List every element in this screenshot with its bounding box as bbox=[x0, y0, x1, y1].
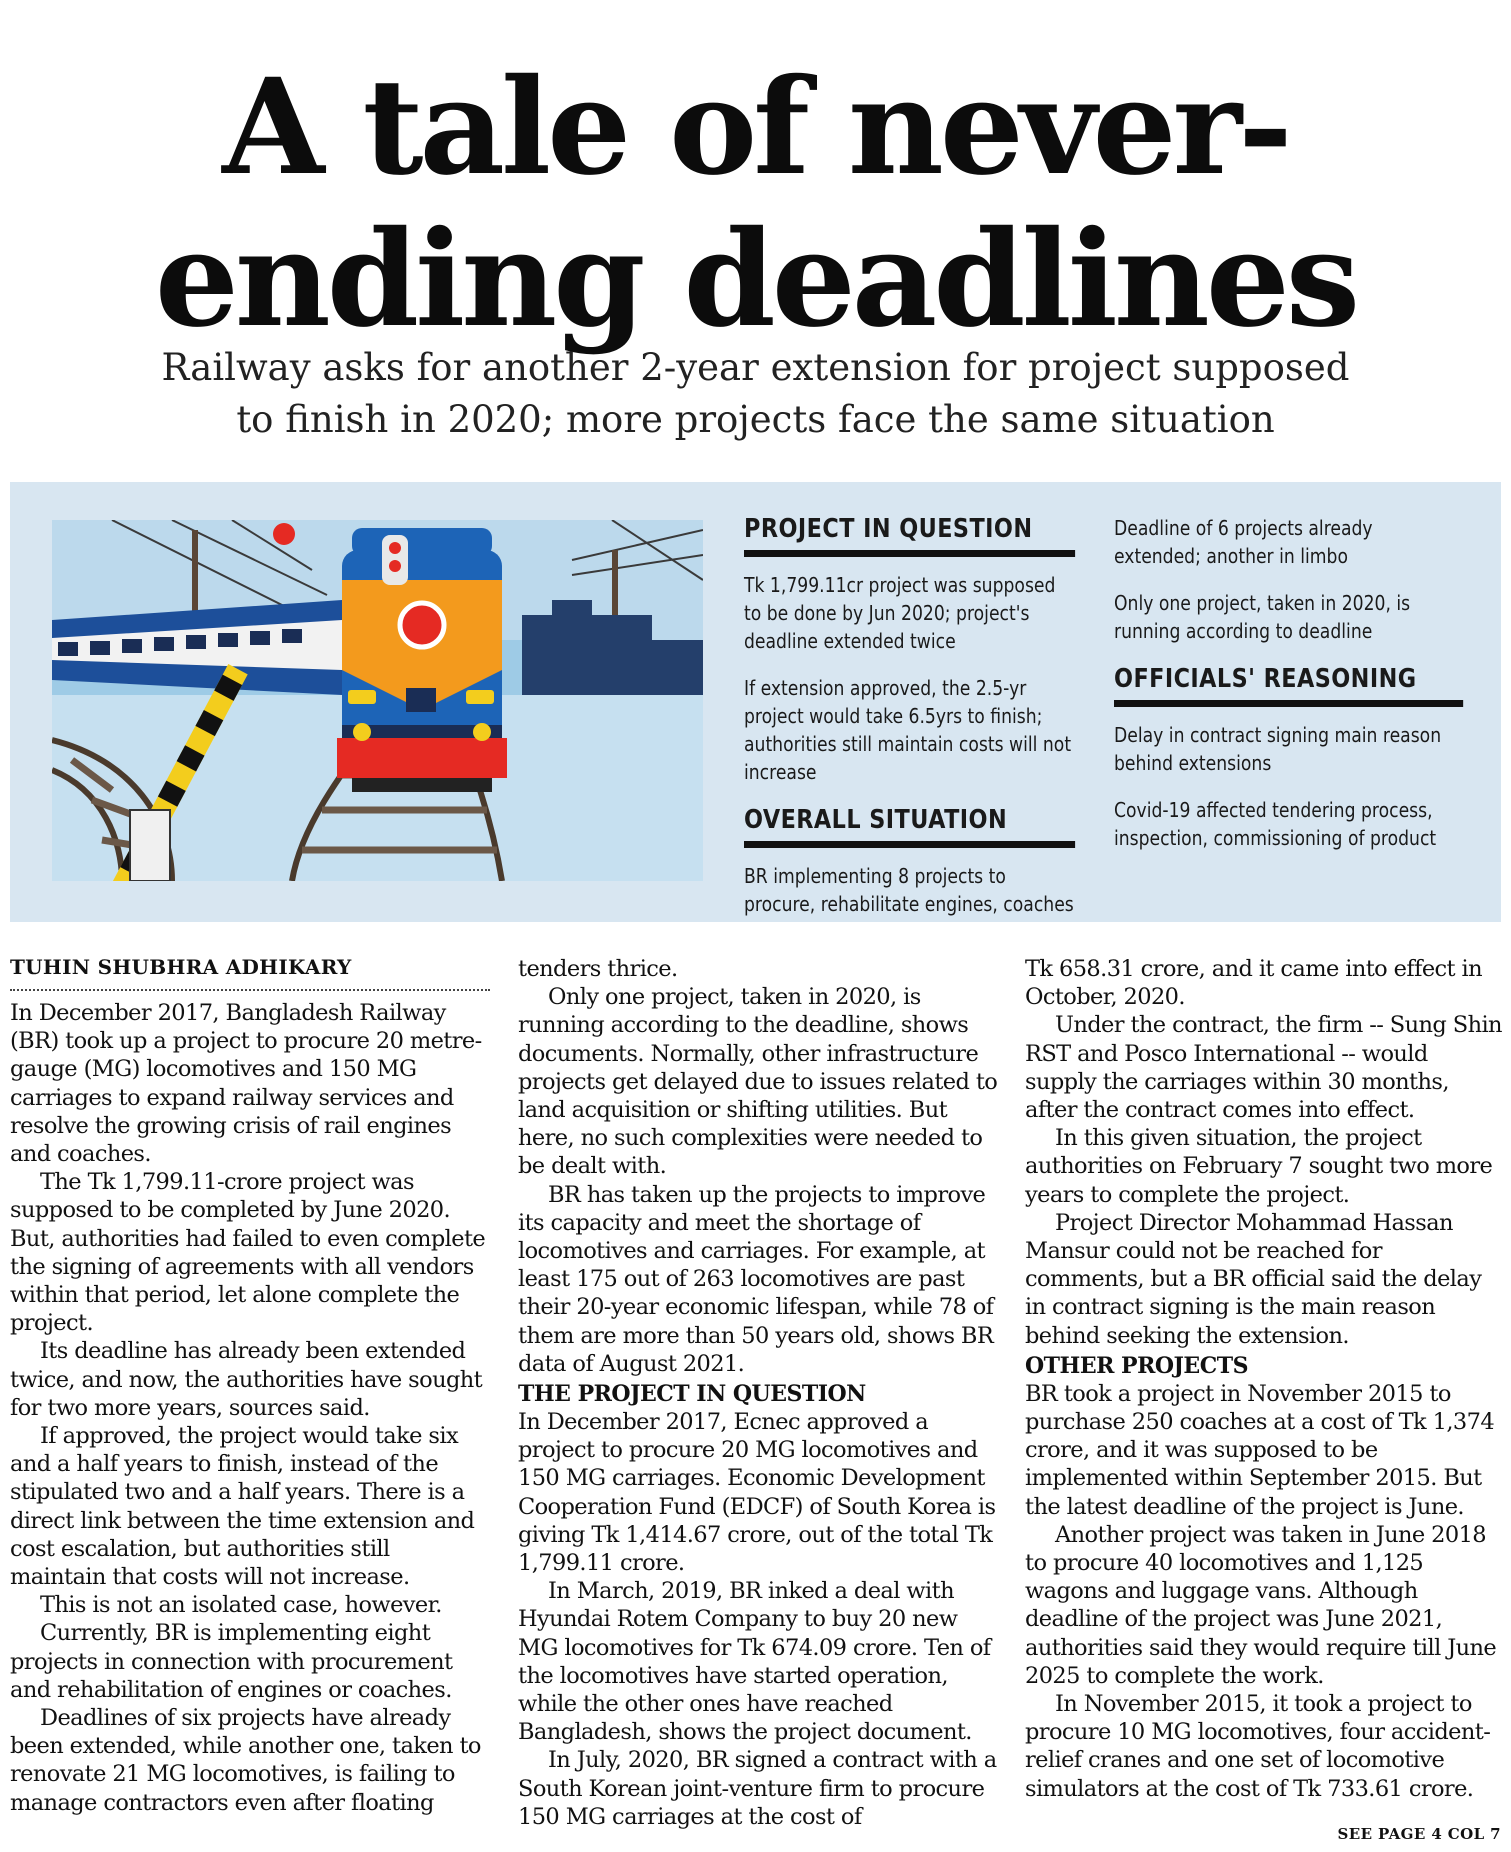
paragraph: In December 2017, Ecnec approved a project to procure 20 MG locomotives and 150 MG carriages. Economic Development Cooperation Fund (EDCF) of South Korea is giving Tk 1,414.67 crore, out of the total Tk 1,799.11 crore. bbox=[518, 1409, 996, 1577]
section-subhead: OTHER PROJECTS bbox=[1025, 1352, 1248, 1379]
paragraph: BR has taken up the projects to improve its capacity and meet the shortage of locomotives and carriages. For example, at least 175 out of 263 locomotives are past their 20-year economic lifespan, while 78 of them are more than 50 years old, shows BR data of August 2021. bbox=[518, 1181, 994, 1377]
deck-line-2: to finish in 2020; more projects face the same situation bbox=[236, 398, 1275, 441]
train-illustration-svg bbox=[52, 520, 703, 881]
paragraph: Currently, BR is implementing eight projects in connection with procurement and rehabilitation of engines or coaches. bbox=[10, 1620, 453, 1703]
overall-item: BR implementing 8 projects to procure, rehabilitate engines, coaches bbox=[744, 864, 1074, 916]
byline: TUHIN SHUBHRA ADHIKARY bbox=[10, 955, 490, 991]
paragraph: Under the contract, the firm -- Sung Shin RST and Posco International -- would supply the carriages within 30 months, after the contract comes into effect. bbox=[1025, 1012, 1502, 1124]
deck-line-1: Railway asks for another 2-year extension for project supposed bbox=[161, 346, 1350, 389]
paragraph: In March, 2019, BR inked a deal with Hyundai Rotem Company to buy 20 new MG locomotives for Tk 674.09 crore. Ten of the locomotives have started operation, while the other ones have reached Bangladesh, shows the project document. bbox=[518, 1578, 991, 1746]
subheadline-deck bbox=[0, 342, 1511, 446]
overall-item: Only one project, taken in 2020, is running according to deadline bbox=[1114, 591, 1411, 643]
reasoning-heading: OFFICIALS' REASONING bbox=[1114, 664, 1463, 707]
paragraph: In December 2017, Bangladesh Railway (BR) took up a project to procure 20 metre-gauge (MG) locomotives and 150 MG carriages to expand railway services and resolve the growing crisis of rail engines and coaches. bbox=[10, 1000, 482, 1168]
paragraph: If approved, the project would take six and a half years to finish, instead of the stipulated two and a half years. There is a direct link between the time extension and cost escalation, but authorities still maintain that costs will not increase. bbox=[10, 1423, 475, 1591]
paragraph: Deadlines of six projects have already been extended, while another one, taken to renovate 21 MG locomotives, is failing to manage contractors even after floating bbox=[10, 1705, 481, 1816]
paragraph: Another project was taken in June 2018 to procure 40 locomotives and 1,125 wagons and luggage vans. Although deadline of the project was June 2021, authorities said they would require till June 2025 to complete the work. bbox=[1025, 1521, 1497, 1689]
paragraph: In July, 2020, BR signed a contract with a South Korean joint-venture firm to procure 150 MG carriages at the cost of bbox=[518, 1747, 997, 1830]
overall-heading: OVERALL SITUATION bbox=[744, 805, 1075, 848]
headline bbox=[0, 52, 1511, 356]
paragraph: In November 2015, it took a project to procure 10 MG locomotives, four accident-relief cranes and one set of locomotive simulators at the cost of Tk 733.61 crore. bbox=[1025, 1691, 1491, 1802]
paragraph: In this given situation, the project authorities on February 7 sought two more years to complete the project. bbox=[1025, 1125, 1493, 1208]
paragraph: Its deadline has already been extended twice, and now, the authorities have sought for two more years, sources said. bbox=[10, 1338, 483, 1421]
section-subhead: THE PROJECT IN QUESTION bbox=[518, 1381, 866, 1408]
headline-line-1: A tale of never- bbox=[222, 50, 1289, 205]
factbox-right-column bbox=[1114, 514, 1464, 871]
factbox-middle-column bbox=[744, 514, 1076, 937]
jump-line: SEE PAGE 4 COL 7 bbox=[1337, 1825, 1501, 1843]
project-item: Tk 1,799.11cr project was supposed to be done by Jun 2020; project's deadline extended twice bbox=[744, 573, 1056, 653]
project-item: If extension approved, the 2.5-yr project would take 6.5yrs to finish; authorities still maintain costs will not increase bbox=[744, 676, 1072, 784]
reasoning-item: Covid-19 affected tendering process, inspection, commissioning of product bbox=[1114, 798, 1437, 850]
project-heading: PROJECT IN QUESTION bbox=[744, 514, 1075, 557]
train-illustration bbox=[52, 520, 703, 881]
paragraph: The Tk 1,799.11-crore project was supposed to be completed by June 2020. But, authorities had failed to even complete the signing of agreements with all vendors within that period, let alone complete the project. bbox=[10, 1169, 486, 1337]
paragraph: Tk 658.31 crore, and it came into effect in October, 2020. bbox=[1025, 956, 1483, 1011]
paragraph: tenders thrice. bbox=[518, 956, 678, 982]
paragraph: This is not an isolated case, however. bbox=[40, 1592, 442, 1619]
paragraph: Project Director Mohammad Hassan Mansur could not be reached for comments, but a BR official said the delay in contract signing is the main reason behind seeking the extension. bbox=[1025, 1209, 1482, 1349]
paragraph: Only one project, taken in 2020, is running according to the deadline, shows documents. Normally, other infrastructure projects get delayed due to issues related to land acquisition or shifting utilities. But here, no such complexities were needed to be dealt with. bbox=[518, 984, 998, 1180]
headline-line-2: ending deadlines bbox=[154, 202, 1357, 357]
article-column-2 bbox=[518, 955, 998, 1831]
overall-item: Deadline of 6 projects already extended; another in limbo bbox=[1114, 516, 1373, 568]
reasoning-item: Delay in contract signing main reason behind extensions bbox=[1114, 723, 1442, 775]
paragraph: BR took a project in November 2015 to purchase 250 coaches at a cost of Tk 1,374 crore, and it was supposed to be implemented within September 2015. But the latest deadline of the project is June. bbox=[1025, 1380, 1495, 1520]
article-column-1 bbox=[10, 955, 490, 1817]
article-column-3 bbox=[1025, 955, 1505, 1803]
